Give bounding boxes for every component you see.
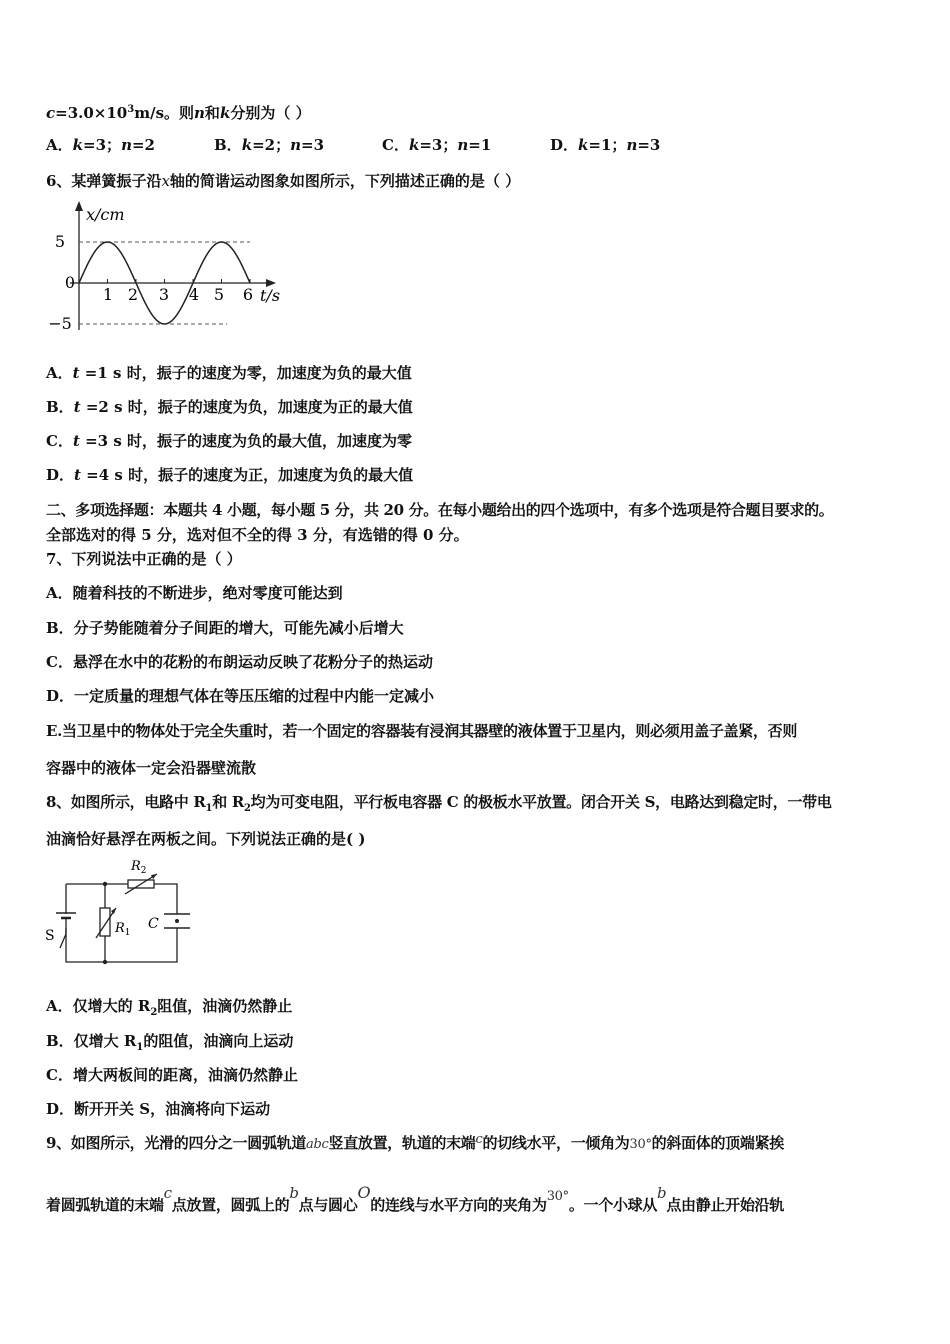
option-value: =3 [637,136,661,154]
option-letter: B． [214,136,242,154]
option-value: =3； [83,136,122,154]
wire-top [66,884,177,914]
r2-label: $R_2$ [131,859,147,876]
option-letter: A． [46,364,73,382]
r2-arrowhead [151,874,157,879]
x-axis-label: t/s [260,286,281,305]
q5-option-b[interactable] [214,135,382,155]
q7-stem: 7、下列说法中正确的是（ ） [46,550,242,568]
q9-text: 着圆弧轨道的末端 [46,1196,164,1214]
x-tick-1: 1 [102,285,114,304]
var-b: b [289,1184,299,1202]
q7-option-e[interactable]: E.当卫星中的物体处于完全失重时，若一个固定的容器装有浸润其器壁的液体置于卫星内，则必须用盖子盖紧，否则 [46,722,798,740]
option-value: =2 [131,136,155,154]
section2-line2: 全部选对的得 5 分，选对但不全的得 3 分，有选错的得 0 分。 [46,526,469,544]
q9-text: 的连线与水平方向的夹角为 [370,1196,547,1214]
circuit-diagram [40,856,200,970]
option-value: =2； [252,136,291,154]
var-abc: abc [306,1137,329,1152]
x-tick-6: 6 [242,285,254,304]
x-tick-4: 4 [188,285,200,304]
q7-option-b[interactable]: B．分子势能随着分子间距的增大，可能先减小后增大 [46,619,404,637]
section2-line1: 二、多项选择题：本题共 4 小题，每小题 5 分，共 20 分。在每小题给出的四个选项中，有多个选项是符合题目要求的。 [46,501,834,519]
var-k: k [241,136,253,154]
q8-text: 均为可变电阻，平行板电容器 C 的极板水平放置。闭合开关 S，电路达到稳定时，一带电 [250,793,832,811]
var-o: O [357,1183,371,1202]
q8-stem-line2: 油滴恰好悬浮在两板之间。下列说法正确的是( ) [46,830,366,848]
q7-option-c[interactable]: C．悬浮在水中的花粉的布朗运动反映了花粉分子的热运动 [46,653,433,671]
q9-text: 点放置，圆弧上的 [171,1196,290,1214]
var-c: c [46,104,56,122]
var-n: n [290,136,302,154]
option-text: =3 s 时，振子的速度为负的最大值，加速度为零 [79,432,413,450]
angle-30: 30° [546,1189,569,1204]
q8-option-c[interactable]: C．增大两板间的距离，油滴仍然静止 [46,1066,298,1084]
option-text: B．仅增大 R [46,1032,137,1050]
angle-30: 30° [629,1137,652,1152]
option-text: 阻值，油滴仍然静止 [157,997,293,1015]
option-sub: 2 [150,1007,158,1018]
var-n: n [121,136,132,154]
q9-text: 的斜面体的顶端紧挨 [651,1134,784,1152]
var-t: t [74,466,81,484]
q5-tail-sup: 3 [127,104,135,115]
option-text: 的阻值，油滴向上运动 [143,1032,294,1050]
x-tick-5: 5 [213,285,225,304]
q5-options [46,135,660,155]
option-sub: 1 [136,1042,144,1053]
var-k: k [408,136,420,154]
y-axis-arrow [75,201,83,211]
q9-text: 9、如图所示，光滑的四分之一圆弧轨道 [46,1134,307,1152]
var-t: t [72,364,80,382]
var-k: k [578,136,589,154]
var-k: k [72,136,84,154]
q8-text: 8、如图所示，电路中 R [46,793,206,811]
option-text: =4 s 时，振子的速度为正，加速度为负的最大值 [80,466,414,484]
y-tick-5: 5 [54,232,66,251]
option-letter: B． [46,398,74,416]
q6-stem-text2: 轴的简谐运动图象如图所示，下列描述正确的是（ ） [169,172,521,190]
var-x: x [161,172,170,190]
q7-option-a[interactable]: A．随着科技的不断进步，绝对零度可能达到 [46,584,343,602]
q8-text: 和 R [212,793,244,811]
option-value: =1 [468,136,492,154]
q8-option-d[interactable]: D．断开开关 S，油滴将向下运动 [46,1100,271,1118]
q8-option-a[interactable] [46,996,292,1023]
q5-option-a[interactable] [46,135,214,155]
option-letter: D． [550,136,579,154]
oil-drop [175,919,179,923]
r1-arrowhead [111,908,116,914]
q6-stem-text: 6、某弹簧振子沿 [46,172,162,190]
var-t: t [72,432,80,450]
q9-text: 点与圆心 [298,1196,358,1214]
q8-stem-line1 [46,792,832,819]
option-letter: C． [382,136,409,154]
option-value: =3； [419,136,458,154]
var-c: c [475,1132,483,1147]
junction-top [103,882,107,886]
q6-option-c[interactable] [46,431,412,451]
y-tick-0: 0 [64,273,76,292]
option-letter: C． [46,432,73,450]
q6-stem [46,171,520,191]
var-n: n [194,104,205,122]
q9-text: 点由静止开始沿轨 [666,1196,784,1214]
c-label: C [148,916,159,932]
option-text: =1 s 时，振子的速度为零，加速度为负的最大值 [79,364,412,382]
option-letter: A． [46,136,73,154]
q5-tail-text3: 和 [204,104,220,122]
q9-text: 的切线水平，一倾角为 [482,1134,630,1152]
junction-bottom [103,960,107,964]
option-value: =1； [588,136,627,154]
var-n: n [626,136,638,154]
option-value: =3 [301,136,325,154]
var-c: c [163,1184,172,1202]
q8-option-b[interactable] [46,1031,293,1058]
switch-blade [60,934,66,948]
x-tick-2: 2 [127,285,139,304]
y-tick-neg5: −5 [48,314,72,333]
option-text: =2 s 时，振子的速度为负，加速度为正的最大值 [80,398,413,416]
q9-text: 竖直放置，轨道的末端 [328,1134,476,1152]
q8-sub: 1 [205,803,213,814]
q8-sub: 2 [244,803,251,814]
var-b: b [657,1184,667,1202]
option-letter: D． [46,466,75,484]
var-n: n [457,136,469,154]
y-axis-label: x/cm [86,205,125,224]
q5-tail-text: =3.0×10 [55,104,128,122]
option-text: A．仅增大的 R [46,997,151,1015]
var-k: k [219,104,231,122]
q5-tail-text4: 分别为（ ） [230,104,311,122]
r1-resistor [100,908,110,936]
x-tick-3: 3 [158,285,170,304]
q6-option-a[interactable] [46,363,412,383]
q9-stem-line1 [46,1133,784,1155]
q9-text: 。一个小球从 [568,1196,658,1214]
q5-option-d[interactable] [550,135,660,155]
q6-option-b[interactable] [46,397,413,417]
q5-option-c[interactable] [382,135,550,155]
q7-option-d[interactable]: D．一定质量的理想气体在等压压缩的过程中内能一定减小 [46,687,435,705]
var-t: t [73,398,81,416]
q5-tail [46,100,311,123]
q7-option-e-cont: 容器中的液体一定会沿器壁流散 [46,759,257,777]
shm-graph [46,198,296,340]
s-label: S [45,928,55,944]
q5-tail-text2: m/s。则 [134,104,195,122]
r1-label: $R_1$ [115,921,131,938]
q6-option-d[interactable] [46,465,413,485]
q9-stem-line2 [46,1183,784,1217]
